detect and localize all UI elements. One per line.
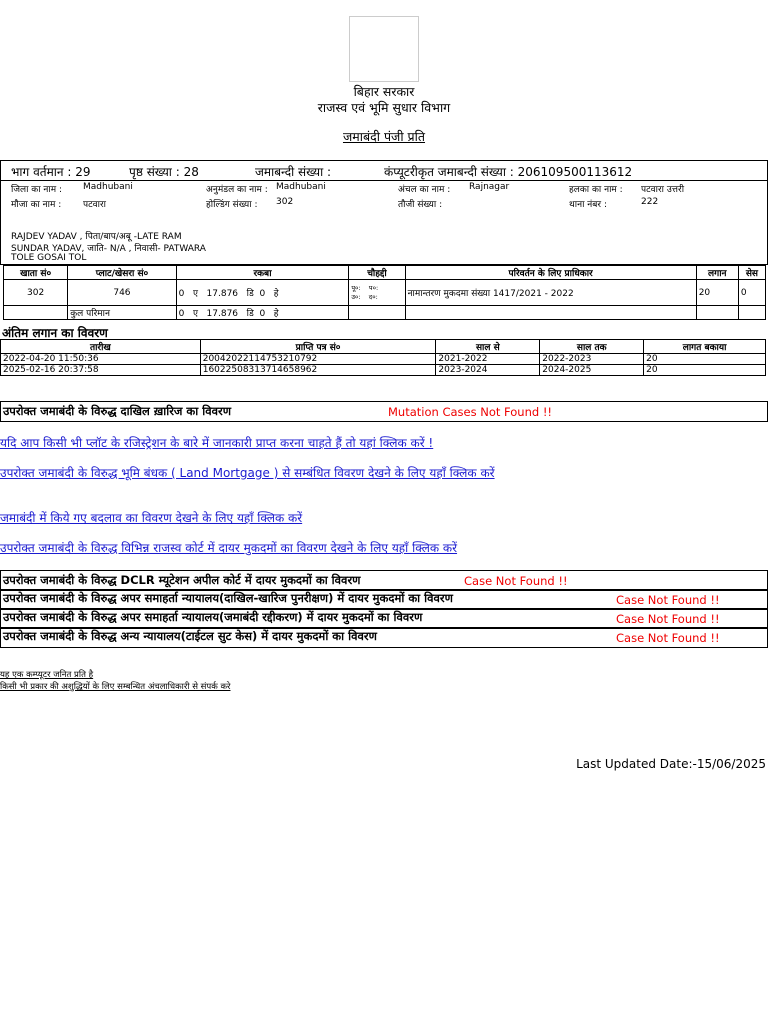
anchal-label: अंचल का नाम :: [398, 185, 451, 195]
chauhaddi-cell: [349, 280, 405, 306]
table-row: [4, 280, 766, 306]
plot-cell: 746: [68, 280, 176, 306]
lagan-year-from: 2023-2024: [436, 365, 540, 376]
col-khata: खाता सं०: [4, 266, 68, 280]
col-ses: सेस: [738, 266, 765, 280]
title-suit-case-label: उपरोक्त जमाबंदी के विरुद्ध अन्य न्यायालय(टाईटल सुट केस) में दायर मुकदमों का विवरण: [3, 629, 377, 643]
title-suit-case-box: [0, 627, 768, 648]
dakhil-kharij-case-box: [0, 589, 768, 610]
revenue-court-cases-link[interactable]: उपरोक्त जमाबंदी के विरुद्ध विभिन्न राजस्व कोर्ट में दायर मुकदमों का विवरण देखने के लिए यहाँ क्लिक करें: [0, 541, 458, 555]
zila-label: जिला का नाम :: [11, 185, 63, 195]
raddikaran-case-box: [0, 608, 768, 629]
computerised-jamabandi-number: कंप्यूटरीकृत जमाबन्दी संख्या : 206109500113612: [384, 165, 633, 179]
total-rakba: 0 ए 17.876 डि 0 हे: [176, 306, 349, 320]
dakhil-kharij-case-status: Case Not Found !!: [616, 593, 720, 607]
mutation-label: उपरोक्त जमाबंदी के विरुद्ध दाखिल ख़ारिज का विवरण: [3, 404, 232, 418]
chauhaddi-west: द०:: [368, 292, 378, 301]
col-year-from: साल से: [436, 340, 540, 354]
holding-value: 302: [276, 197, 294, 207]
halka-value: पटवारा उत्तरी: [641, 185, 685, 195]
col-year-to: साल तक: [540, 340, 644, 354]
dclr-case-box: [0, 570, 768, 591]
tauji-label: तौजी संख्या :: [398, 200, 443, 210]
land-details-table: [3, 265, 766, 320]
jamabandi-changes-link[interactable]: जमाबंदी में किये गए बदलाव का विवरण देखने के लिए यहाँ क्लिक करें: [0, 511, 303, 525]
govt-name: बिहार सरकार: [353, 84, 415, 99]
lagan-baki: 20: [644, 354, 766, 365]
halka-label: हलका का नाम :: [569, 185, 623, 195]
lagan-section-title: अंतिम लगान का विवरण: [2, 326, 108, 340]
lagan-year-to: 2022-2023: [540, 354, 644, 365]
col-plot: प्लाट/खेसरा सं०: [68, 266, 176, 280]
mutation-box: [0, 401, 768, 422]
raddikaran-case-label: उपरोक्त जमाबंदी के विरुद्ध अपर समाहर्ता न्यायालय(जमाबंदी रद्दीकरण) में दायर मुकदमों का विवरण: [3, 610, 423, 624]
col-lagan: लगान: [696, 266, 738, 280]
lagan-date: 2025-02-16 20:37:58: [1, 365, 201, 376]
lagan-header-row: [1, 340, 766, 354]
col-date: तारीख: [1, 340, 201, 354]
holding-label: होल्डिंग संख्या :: [206, 200, 258, 210]
mauja-label: मौजा का नाम :: [11, 200, 62, 210]
lagan-receipt: 16022508313714658962: [200, 365, 436, 376]
jamabandi-info-box: [0, 160, 768, 265]
lagan-date: 2022-04-20 11:50:36: [1, 354, 201, 365]
col-rakba: रकबा: [176, 266, 349, 280]
thana-label: थाना नंबर :: [569, 200, 607, 210]
anumandal-label: अनुमंडल का नाम :: [206, 185, 268, 195]
thana-value: 222: [641, 197, 659, 207]
dclr-case-status: Case Not Found !!: [464, 574, 568, 588]
owner-line-1: RAJDEV YADAV , पिता/बाप/अबू -LATE RAM: [11, 232, 182, 242]
anumandal-value: Madhubani: [276, 182, 326, 192]
department-name: राजस्व एवं भूमि सुधार विभाग: [317, 100, 451, 115]
lagan-year-to: 2024-2025: [540, 365, 644, 376]
col-chauhaddi: चौहद्दी: [349, 266, 405, 280]
dclr-case-label: उपरोक्त जमाबंदी के विरुद्ध DCLR म्यूटेशन अपील कोर्ट में दायर मुकदमों का विवरण: [3, 573, 361, 587]
table-row: [1, 354, 766, 365]
pradhikar-cell: नामान्तरण मुकदमा संख्या 1417/2021 - 2022: [405, 280, 696, 306]
chauhaddi-east: प०:: [368, 283, 379, 292]
info-header-row: [1, 161, 767, 181]
bhag-vartaman: भाग वर्तमान : 29: [11, 165, 91, 179]
emblem-placeholder: [349, 16, 419, 82]
col-receipt: प्राप्ति पत्र सं०: [200, 340, 436, 354]
computer-generated-note: यह एक कम्प्यूटर जनित प्रति है: [0, 670, 94, 680]
dakhil-kharij-case-label: उपरोक्त जमाबंदी के विरुद्ध अपर समाहर्ता न्यायालय(दाखिल-खारिज पुनरीक्षण) में दायर मुकदमों का विवरण: [3, 591, 453, 605]
zila-value: Madhubani: [83, 182, 133, 192]
jamabandi-sankhya: जमाबन्दी संख्या :: [255, 165, 332, 179]
lagan-receipt: 20042022114753210792: [200, 354, 436, 365]
chauhaddi-south: उ०:: [351, 292, 361, 301]
rakba-cell: 0 ए 17.876 डि 0 हे: [176, 280, 349, 306]
land-mortgage-link[interactable]: उपरोक्त जमाबंदी के विरुद्ध भूमि बंधक ( Land Mortgage ) से सम्बंधित विवरण देखने के लिए यहाँ क्लिक करें: [0, 466, 495, 480]
plot-registration-link[interactable]: यदि आप किसी भी प्लॉट के रजिस्ट्रेशन के बारे में जानकारी प्राप्त करना चाहते हैं तो यहां क्लिक करें !: [0, 436, 434, 450]
table-header-row: [4, 266, 766, 280]
ses-cell: 0: [738, 280, 765, 306]
khata-cell: 302: [4, 280, 68, 306]
table-total-row: [4, 306, 766, 320]
mauja-value: पटवारा: [83, 200, 106, 210]
anchal-value: Rajnagar: [469, 182, 510, 192]
mutation-status: Mutation Cases Not Found !!: [388, 405, 553, 419]
title-suit-case-status: Case Not Found !!: [616, 631, 720, 645]
total-label: कुल परिमान: [68, 306, 176, 320]
lagan-baki: 20: [644, 365, 766, 376]
owner-line-3: TOLE GOSAI TOL: [11, 253, 87, 263]
chauhaddi-north: पू०:: [351, 283, 361, 292]
lagan-year-from: 2021-2022: [436, 354, 540, 365]
lagan-table: [0, 339, 766, 376]
table-row: [1, 365, 766, 376]
prishth-sankhya: पृष्ठ संख्या : 28: [129, 165, 199, 179]
last-updated-date: Last Updated Date:-15/06/2025: [576, 757, 766, 771]
col-pradhikar: परिवर्तन के लिए प्राधिकार: [405, 266, 696, 280]
raddikaran-case-status: Case Not Found !!: [616, 612, 720, 626]
col-baki: लागत बकाया: [644, 340, 766, 354]
owner-line-2: SUNDAR YADAV, जाति- N/A , निवासी- PATWARA: [11, 244, 206, 254]
page-title: जमाबंदी पंजी प्रति: [342, 129, 426, 144]
contact-note: किसी भी प्रकार की अशुद्धियों के लिए सम्बन्धित अंचलाधिकारी से संपर्क करे: [0, 682, 231, 692]
lagan-cell: 20: [696, 280, 738, 306]
